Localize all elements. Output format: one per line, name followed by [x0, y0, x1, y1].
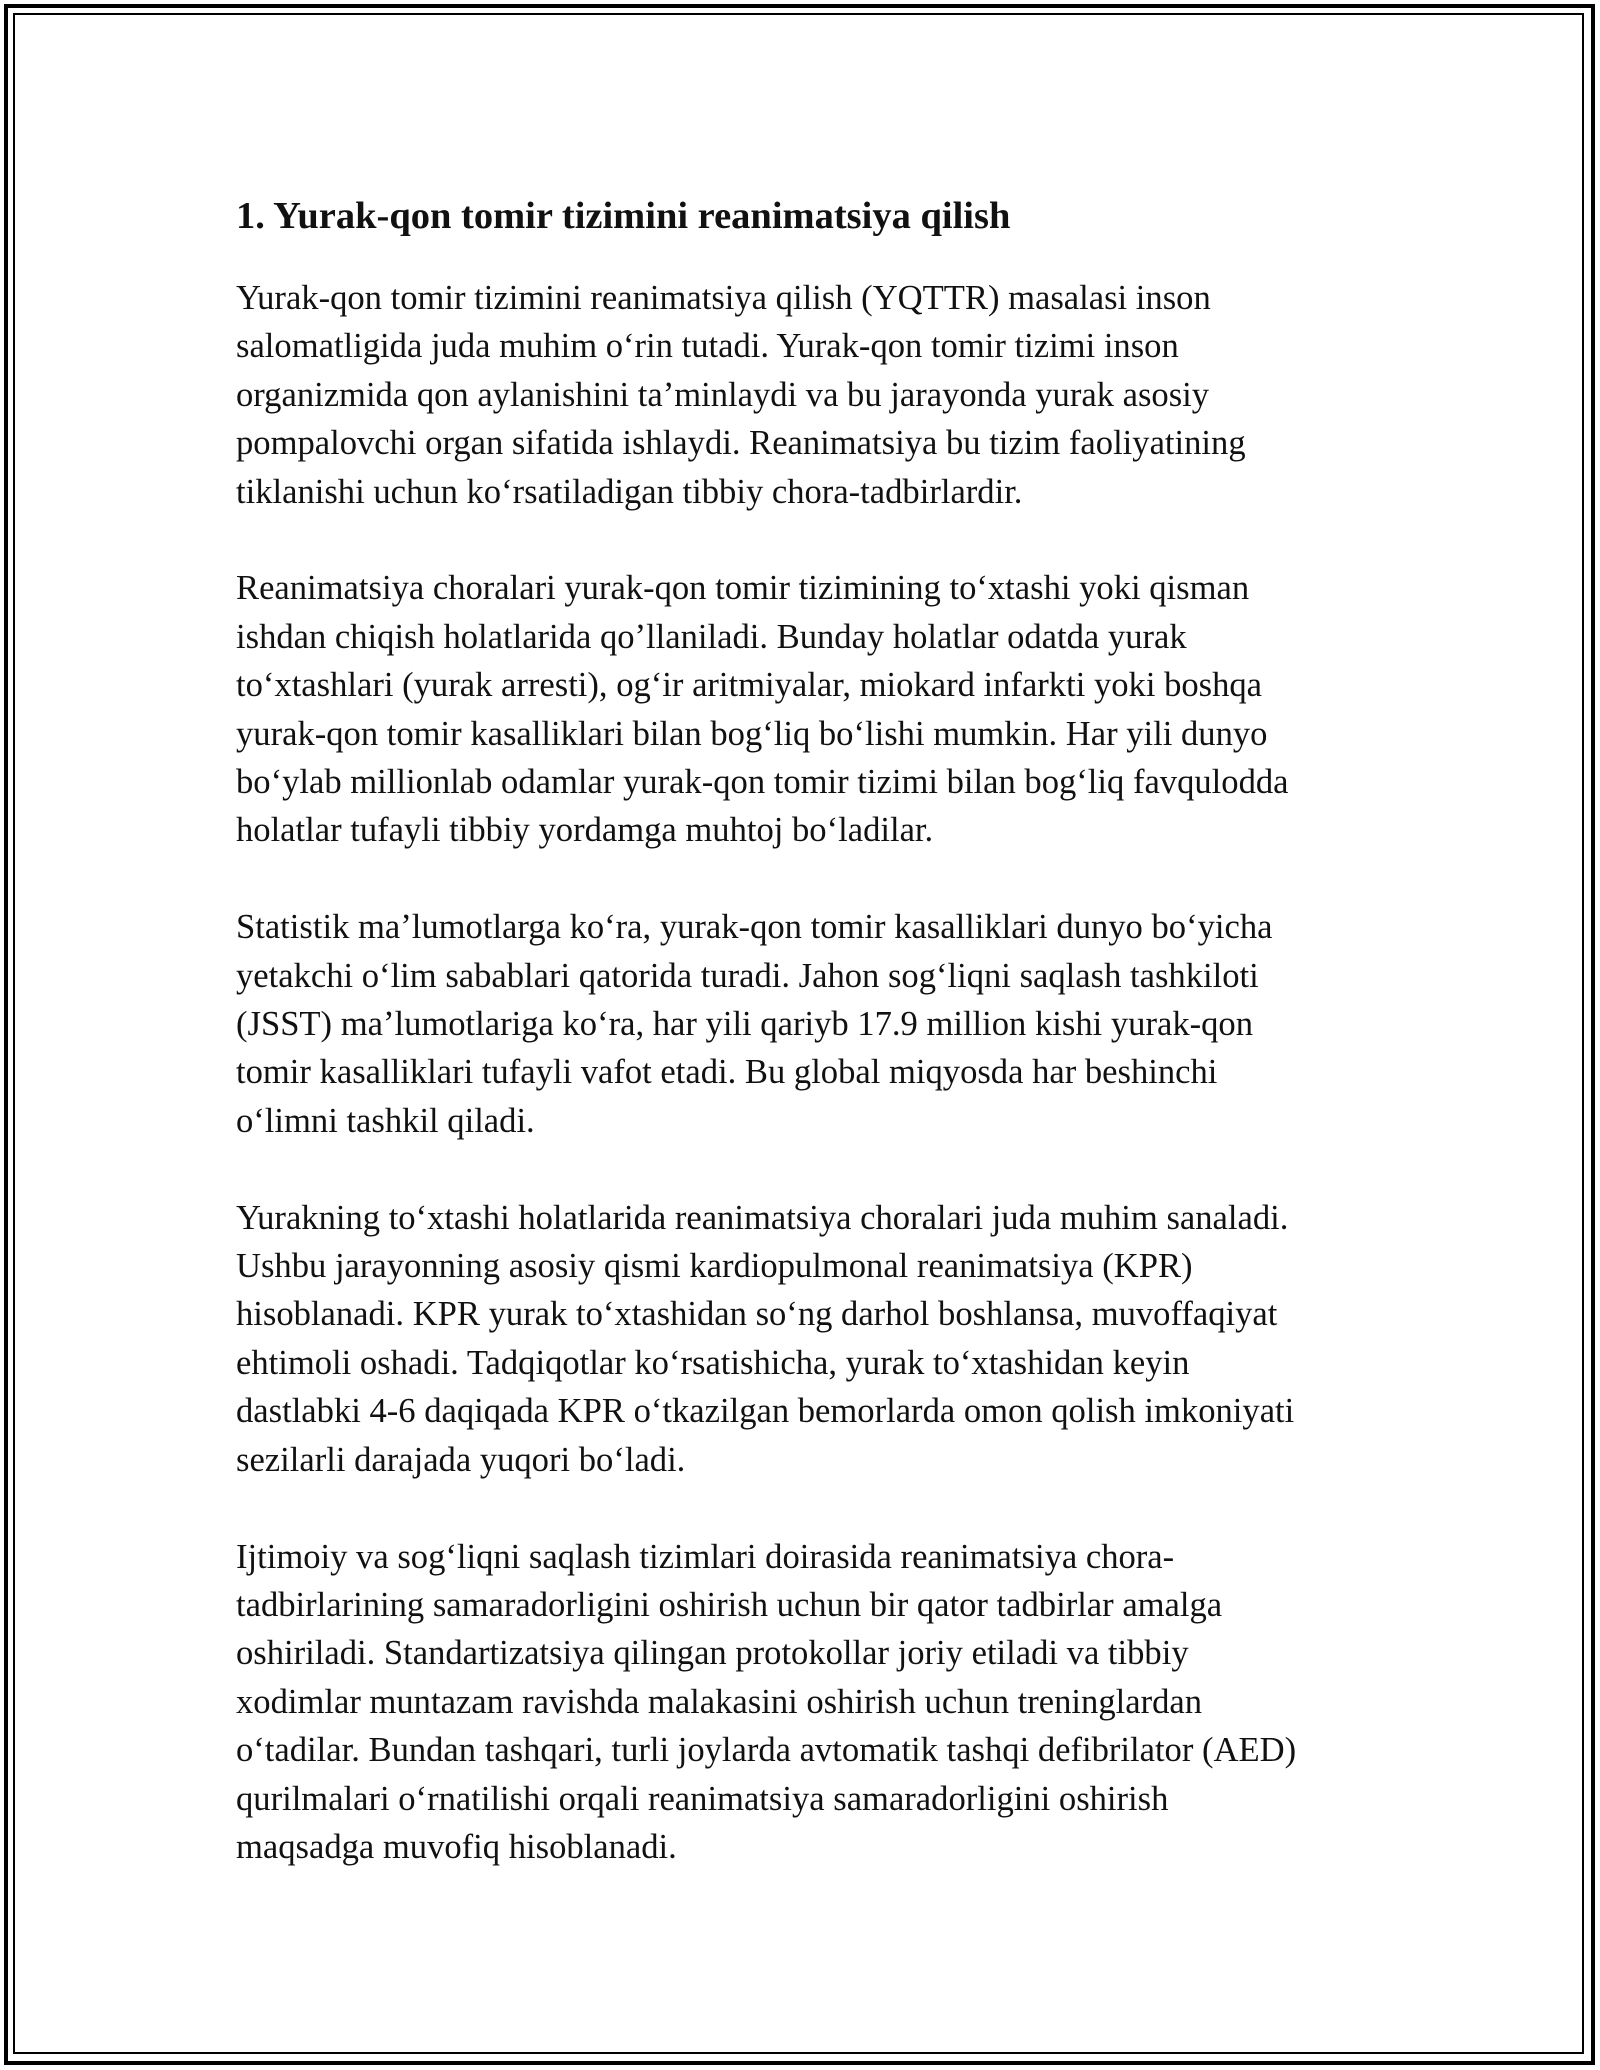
text-line: holatlar tufayli tibbiy yordamga muhtoj boʻladilar.	[236, 811, 934, 850]
text-line: Yurak-qon tomir tizimini reanimatsiya qilish (YQTTR) masalasi inson	[236, 279, 1211, 317]
text-line: oshiriladi. Standartizatsiya qilingan protokollar joriy etiladi va tibbiy	[236, 1634, 1189, 1673]
paragraph-1	[236, 274, 1386, 516]
text-line: Reanimatsiya choralari yurak-qon tomir tizimining toʻxtashi yoki qisman	[236, 569, 1250, 608]
text-line: dastlabki 4-6 daqiqada KPR oʻtkazilgan bemorlarda omon qolish imkoniyati	[236, 1392, 1295, 1431]
text-line: maqsadga muvofiq hisoblanadi.	[236, 1827, 677, 1866]
text-line: tiklanishi uchun koʻrsatiladigan tibbiy chora-tadbirlardir.	[236, 472, 1023, 511]
text-line: tadbirlarining samaradorligini oshirish uchun bir qator tadbirlar amalga	[236, 1585, 1223, 1624]
text-line: boʻylab millionlab odamlar yurak-qon tomir tizimi bilan bogʻliq favqulodda	[236, 763, 1289, 802]
text-line: sezilarli darajada yuqori boʻladi.	[236, 1440, 686, 1479]
document-body	[236, 190, 1386, 1920]
paragraph-list	[236, 274, 1386, 1871]
text-line: xodimlar muntazam ravishda malakasini oshirish uchun treninglardan	[236, 1682, 1203, 1721]
text-line: tomir kasalliklari tufayli vafot etadi. Bu global miqyosda har beshinchi	[236, 1053, 1218, 1092]
text-line: Statistik maʼlumotlarga koʻra, yurak-qon tomir kasalliklari dunyo boʻyicha	[236, 908, 1273, 947]
paragraph-3	[236, 903, 1386, 1145]
text-line: oʻlimni tashkil qiladi.	[236, 1101, 535, 1140]
text-line: ishdan chiqish holatlarida qoʼllaniladi. Bunday holatlar odatda yurak	[236, 617, 1187, 656]
paragraph-4	[236, 1194, 1386, 1484]
text-line: Yurakning toʻxtashi holatlarida reanimatsiya choralari juda muhim sanaladi.	[236, 1198, 1289, 1237]
paragraph-5	[236, 1533, 1386, 1872]
text-line: salomatligida juda muhim oʻrin tutadi. Yurak-qon tomir tizimi inson	[236, 327, 1179, 366]
text-line: organizmida qon aylanishini taʼminlaydi va bu jarayonda yurak asosiy	[236, 375, 1210, 414]
text-line: Ushbu jarayonning asosiy qismi kardiopulmonal reanimatsiya (KPR)	[236, 1247, 1193, 1286]
text-line: oʻtadilar. Bundan tashqari, turli joylarda avtomatik tashqi defibrilator (AED)	[236, 1731, 1297, 1770]
text-line: pompalovchi organ sifatida ishlaydi. Reanimatsiya bu tizim faoliyatining	[236, 424, 1246, 463]
text-line: qurilmalari oʻrnatilishi orqali reanimatsiya samaradorligini oshirish	[236, 1779, 1169, 1818]
section-heading: 1. Yurak-qon tomir tizimini reanimatsiya qilish	[236, 195, 1011, 237]
text-line: (JSST) maʼlumotlariga koʻra, har yili qariyb 17.9 million kishi yurak-qon	[236, 1005, 1253, 1044]
text-line: Ijtimoiy va sogʻliqni saqlash tizimlari doirasida reanimatsiya chora-	[236, 1537, 1175, 1576]
text-line: yurak-qon tomir kasalliklari bilan bogʻliq boʻlishi mumkin. Har yili dunyo	[236, 714, 1268, 753]
text-line: yetakchi oʻlim sabablari qatorida turadi. Jahon sogʻliqni saqlash tashkiloti	[236, 956, 1259, 995]
text-line: ehtimoli oshadi. Tadqiqotlar koʻrsatishicha, yurak toʻxtashidan keyin	[236, 1343, 1190, 1382]
text-line: hisoblanadi. KPR yurak toʻxtashidan soʻng darhol boshlansa, muvoffaqiyat	[236, 1295, 1278, 1334]
paragraph-2	[236, 564, 1386, 854]
text-line: toʻxtashlari (yurak arresti), ogʻir aritmiyalar, miokard infarkti yoki boshqa	[236, 666, 1263, 705]
